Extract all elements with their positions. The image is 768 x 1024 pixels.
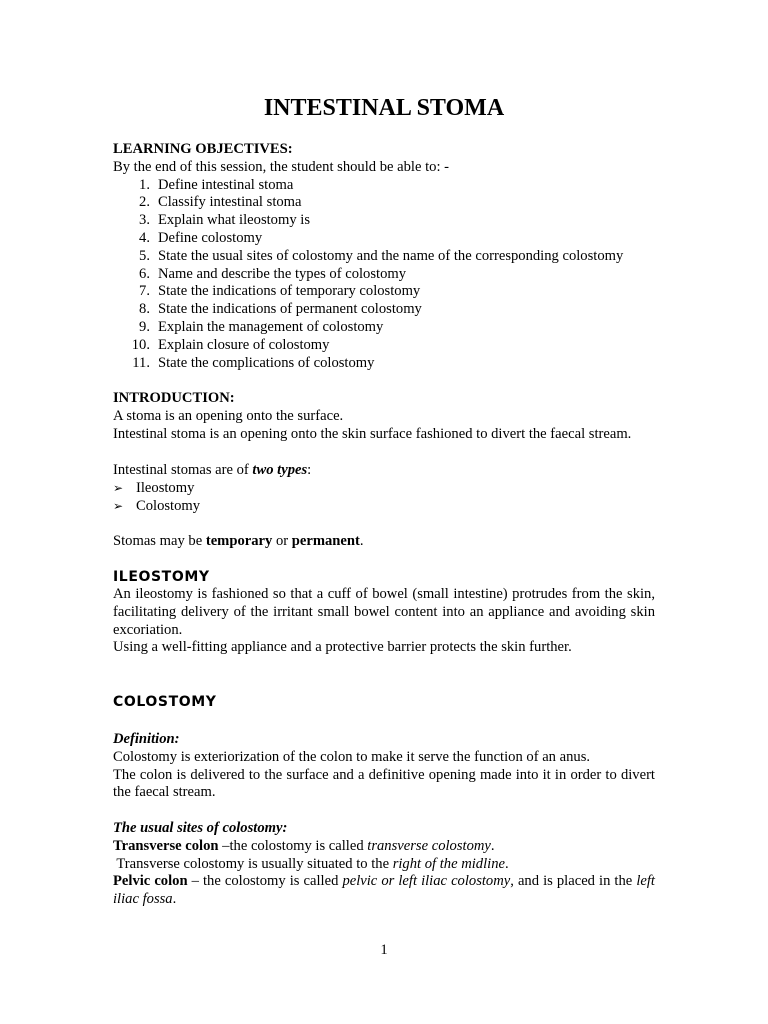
colostomy-definition-section xyxy=(113,731,655,802)
objective-text: Explain what ileostomy is xyxy=(158,212,311,229)
arrow-bullet-icon: ➢ xyxy=(113,480,124,495)
objective-number: 4. xyxy=(139,229,150,246)
objective-number: 11. xyxy=(132,354,150,371)
arrow-bullet-icon: ➢ xyxy=(113,498,124,513)
transverse-colon-line xyxy=(113,838,655,856)
stoma-duration-or: or xyxy=(272,533,292,549)
objective-item xyxy=(113,230,655,248)
learning-objectives-section xyxy=(113,141,655,372)
objective-text: State the indications of temporary colostomy xyxy=(158,283,421,300)
stoma-types-section xyxy=(113,462,655,515)
objective-text: Explain the management of colostomy xyxy=(158,318,384,335)
objective-item xyxy=(113,355,655,373)
objective-item xyxy=(113,283,655,301)
page-number: 1 xyxy=(380,942,388,958)
stoma-types-text xyxy=(113,462,655,480)
transverse-colostomy-term: transverse colostomy xyxy=(367,837,491,854)
colostomy-heading: COLOSTOMY xyxy=(113,694,217,710)
pelvic-colostomy-term: pelvic or left iliac colostomy xyxy=(342,873,511,890)
introduction-heading: INTRODUCTION: xyxy=(113,390,235,406)
objectives-list xyxy=(113,177,655,373)
pelvic-colon-line xyxy=(113,873,655,909)
definition-line-1: Colostomy is exteriorization of the colon to make it serve the function of an anus. xyxy=(113,748,591,765)
stoma-duration-text xyxy=(113,533,655,551)
objective-text: Classify intestinal stoma xyxy=(158,194,302,211)
objective-item xyxy=(113,194,655,212)
introduction-line-2: Intestinal stoma is an opening onto the skin surface fashioned to divert the faecal stream. xyxy=(113,425,632,442)
stoma-duration-end: . xyxy=(359,533,364,549)
ileostomy-paragraph-2: Using a well-fitting appliance and a protective barrier protects the skin further. xyxy=(113,639,572,656)
objective-item xyxy=(113,248,655,266)
ileostomy-section xyxy=(113,568,655,657)
right-of-midline-term: right of the midline xyxy=(392,855,505,872)
document-title: INTESTINAL STOMA xyxy=(263,95,505,121)
objective-text: State the usual sites of colostomy and the name of the corresponding colostomy xyxy=(158,247,624,264)
objectives-heading: LEARNING OBJECTIVES: xyxy=(113,141,293,157)
stoma-type-text: Ileostomy xyxy=(136,479,195,496)
objective-number: 8. xyxy=(139,301,150,318)
objective-number: 2. xyxy=(139,194,150,211)
stoma-duration-prefix: Stomas may be xyxy=(113,533,206,549)
objective-item xyxy=(113,212,655,230)
objectives-intro: By the end of this session, the student should be able to: - xyxy=(113,158,450,175)
pelvic-colon-end: . xyxy=(172,891,177,908)
transverse-note-prefix: Transverse colostomy is usually situated to the xyxy=(113,855,393,872)
temporary-term: temporary xyxy=(205,533,273,549)
permanent-term: permanent xyxy=(291,533,360,549)
ileostomy-heading: ILEOSTOMY xyxy=(113,569,210,585)
objective-text: Define intestinal stoma xyxy=(158,176,294,193)
definition-heading: Definition: xyxy=(113,731,180,747)
stoma-types-prefix: Intestinal stomas are of xyxy=(113,462,253,478)
ileostomy-paragraph-1: An ileostomy is fashioned so that a cuff of bowel (small intestine) protrudes from the skin, facilitating delivery of the irritant small bowel content into an appliance and avoiding skin excoriation. xyxy=(113,586,655,638)
objective-text: State the complications of colostomy xyxy=(158,354,375,371)
transverse-colon-end: . xyxy=(490,837,495,854)
definition-line-2: The colon is delivered to the surface and a definitive opening made into it in order to divert the faecal stream. xyxy=(113,766,655,801)
objective-number: 5. xyxy=(139,247,150,264)
stoma-types-emphasis: two types xyxy=(252,462,308,478)
transverse-note-line xyxy=(113,856,655,874)
colostomy-sites-section xyxy=(113,820,655,909)
objective-number: 3. xyxy=(139,212,150,229)
transverse-colon-text: –the colostomy is called xyxy=(218,837,368,854)
objective-item xyxy=(113,177,655,195)
objective-item xyxy=(113,337,655,355)
stoma-types-suffix: : xyxy=(307,462,312,478)
stoma-type-text: Colostomy xyxy=(136,497,201,514)
objective-text: Define colostomy xyxy=(158,229,263,246)
pelvic-colon-label: Pelvic colon xyxy=(113,873,188,890)
objective-text: Name and describe the types of colostomy xyxy=(158,265,407,282)
introduction-line-1: A stoma is an opening onto the surface. xyxy=(113,407,344,424)
objective-number: 6. xyxy=(139,265,150,282)
objective-text: State the indications of permanent colostomy xyxy=(158,301,422,318)
stoma-type-item xyxy=(113,480,655,498)
transverse-note-end: . xyxy=(505,855,509,872)
objective-number: 9. xyxy=(139,318,150,335)
objective-number: 10. xyxy=(131,336,150,353)
stoma-duration-section xyxy=(113,533,655,551)
colostomy-section xyxy=(113,693,655,711)
left-iliac-fossa-term: left iliac fossa xyxy=(113,873,655,908)
stoma-type-item xyxy=(113,498,655,516)
pelvic-colon-text: – the colostomy is called xyxy=(187,873,343,890)
objective-number: 7. xyxy=(139,283,150,300)
transverse-colon-label: Transverse colon xyxy=(113,837,219,854)
introduction-section xyxy=(113,390,655,443)
objective-item xyxy=(113,319,655,337)
pelvic-colon-mid: , and is placed in the xyxy=(510,873,637,890)
objective-item xyxy=(113,266,655,284)
sites-heading: The usual sites of colostomy: xyxy=(113,820,288,836)
objective-text: Explain closure of colostomy xyxy=(158,336,330,353)
objective-item xyxy=(113,301,655,319)
objective-number: 1. xyxy=(139,176,150,193)
stoma-types-list xyxy=(113,480,655,516)
